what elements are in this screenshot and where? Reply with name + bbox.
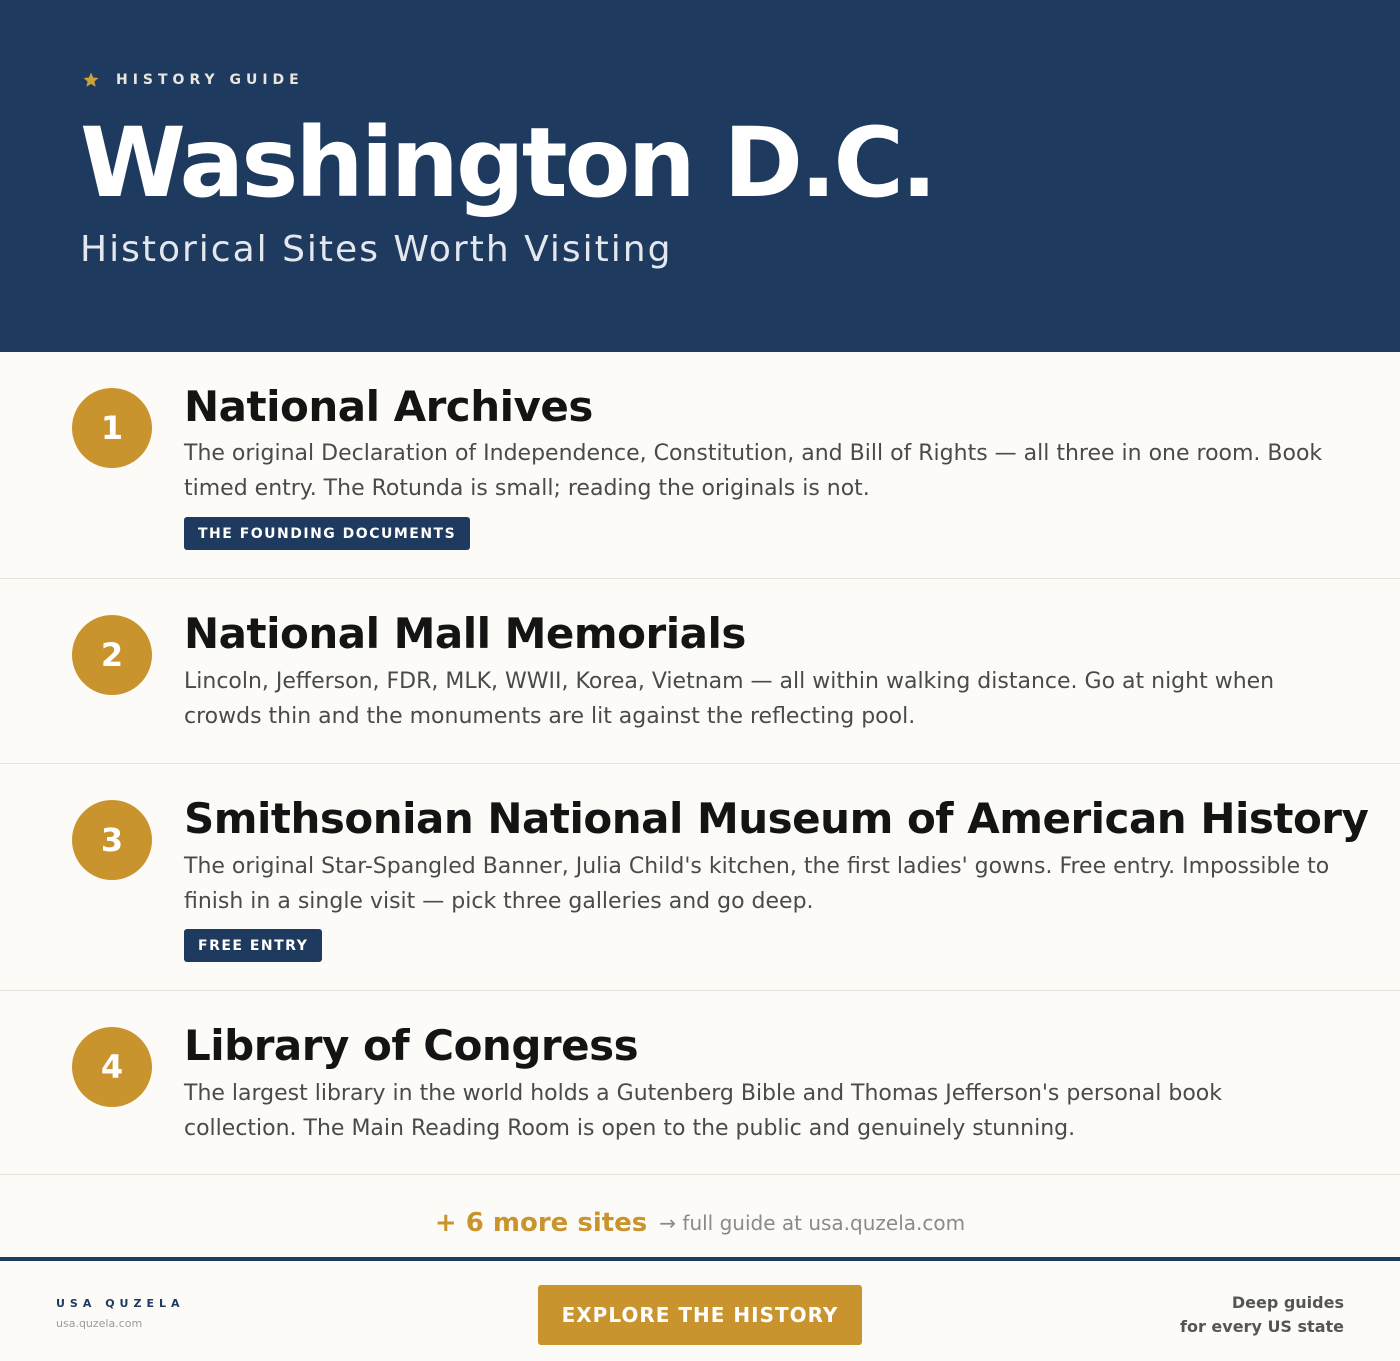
site-number-badge: 3: [72, 800, 152, 880]
full-guide-link[interactable]: → full guide at usa.quzela.com: [659, 1211, 966, 1235]
site-item-national-archives: [0, 352, 1400, 579]
brand-url[interactable]: usa.quzela.com: [56, 1317, 143, 1330]
footer: [0, 1257, 1400, 1361]
tagline-line: for every US state: [1180, 1317, 1344, 1336]
footer-tagline: [1180, 1291, 1344, 1339]
site-description: The largest library in the world holds a Gutenberg Bible and Thomas Jefferson's personal book collection. The Main Reading Room is open to the public and genuinely stunning.: [184, 1081, 1223, 1141]
site-tag: FREE ENTRY: [184, 929, 322, 962]
eyebrow: [82, 70, 304, 90]
site-item-national-mall-memorials: [0, 579, 1400, 764]
site-name: National Archives: [184, 382, 593, 431]
eyebrow-label: HISTORY GUIDE: [116, 72, 304, 88]
star-icon: [82, 71, 100, 89]
site-description: The original Declaration of Independence, Constitution, and Bill of Rights — all three in one room. Book timed entry. The Rotunda is small; reading the originals is not.: [184, 441, 1323, 501]
site-item-smithsonian-american-history: [0, 764, 1400, 991]
site-name: Smithsonian National Museum of American History: [184, 794, 1369, 843]
page-title: Washington D.C.: [80, 107, 935, 219]
more-sites-link[interactable]: [0, 1200, 1400, 1246]
site-name: Library of Congress: [184, 1021, 639, 1070]
explore-history-button[interactable]: EXPLORE THE HISTORY: [538, 1285, 862, 1345]
site-number-badge: 1: [72, 388, 152, 468]
site-description: Lincoln, Jefferson, FDR, MLK, WWII, Korea, Vietnam — all within walking distance. Go at night when crowds thin and the monuments are lit against the reflecting pool.: [184, 669, 1275, 729]
site-number-badge: 4: [72, 1027, 152, 1107]
tagline-line: Deep guides: [1231, 1293, 1344, 1312]
site-number-badge: 2: [72, 615, 152, 695]
hero-header: [0, 0, 1400, 352]
more-sites-count: + 6 more sites: [434, 1208, 648, 1238]
site-name: National Mall Memorials: [184, 609, 746, 658]
site-item-library-of-congress: [0, 991, 1400, 1175]
page-subtitle: Historical Sites Worth Visiting: [80, 229, 673, 270]
site-tag: THE FOUNDING DOCUMENTS: [184, 517, 470, 550]
brand-name: USA QUZELA: [56, 1297, 185, 1310]
site-description: The original Star-Spangled Banner, Julia Child's kitchen, the first ladies' gowns. Free entry. Impossible to finish in a single visit — pick three galleries and go deep.: [184, 854, 1330, 914]
